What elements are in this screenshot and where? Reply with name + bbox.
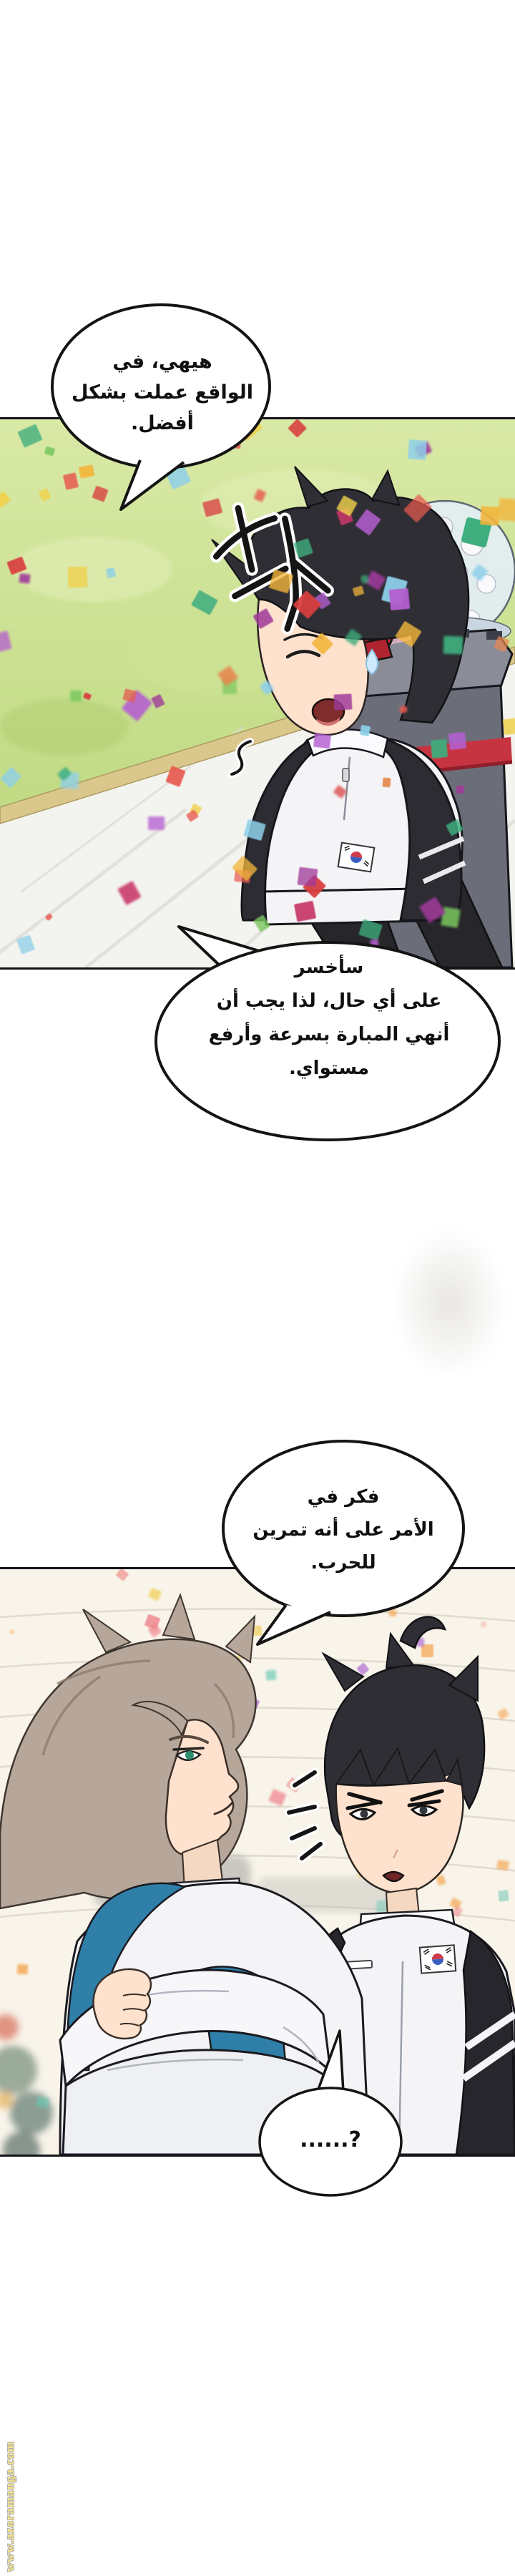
faint-shadow — [392, 1227, 506, 1377]
speech-line: مستواي. — [288, 1058, 370, 1079]
zipper-pull — [343, 769, 349, 781]
korean-flag-patch-2 — [420, 1945, 456, 1973]
surprise-marks-icon — [289, 1772, 320, 1858]
bubble-4-tail — [316, 2031, 343, 2095]
speech-bubble-3 — [215, 1428, 479, 1664]
speech-bubble-2 — [150, 916, 508, 1152]
bubble-3-text — [229, 1448, 458, 1612]
speech-line: الأمر على أنه تمرين — [252, 1519, 434, 1541]
speech-line: على أي حال، لذا يجب أن — [216, 990, 442, 1012]
speech-line: أفضل. — [131, 411, 194, 434]
speech-line: هيهي، في — [112, 350, 212, 373]
speech-line: سأخسر — [294, 957, 364, 978]
bubble-4-text — [259, 2097, 402, 2182]
bubble-1-text — [59, 317, 266, 467]
speech-line: ......? — [300, 2127, 361, 2152]
korean-flag-patch — [338, 843, 375, 872]
mc2-right-sleeve — [456, 1931, 515, 2155]
bubble-2-text — [172, 950, 486, 1086]
speech-line: للحرب. — [310, 1552, 376, 1574]
speech-bubble-4 — [250, 2018, 415, 2204]
bubble-1-tail — [121, 460, 184, 509]
speech-bubble-1 — [43, 297, 279, 519]
speech-line: أنهي المبارة بسرعة وأرفع — [208, 1024, 450, 1045]
speech-line: فكر في — [307, 1486, 380, 1508]
speech-line: الواقع عملت بشكل — [71, 381, 254, 404]
watermark: www.azoramanga.com — [3, 2441, 16, 2572]
